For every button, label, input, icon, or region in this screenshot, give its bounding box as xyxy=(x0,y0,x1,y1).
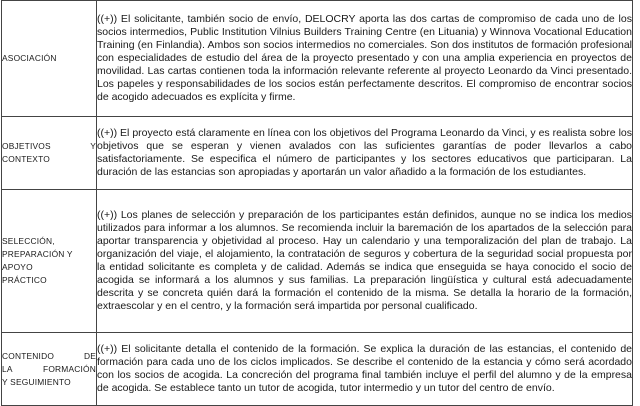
row-label-line: PRÁCTICO xyxy=(2,275,47,285)
row-label-line: PREPARACIÓN Y xyxy=(2,249,73,259)
table-row xyxy=(2,333,633,406)
table-row xyxy=(2,1,633,117)
row-label-seleccion xyxy=(2,190,97,333)
row-label-line: LA FORMACIÓN xyxy=(2,363,96,374)
row-content-seleccion: ((+)) Los planes de selección y preparación de los participantes están definidos, aunque no se indica los medios utilizados para informar a los alumnos. Se recomienda incluir la baremación de los apartados de la selección para aportar transparencia y objetividad al proceso. Hay un calendario y una temporalización del plan de trabajo. La organización del viaje, el alojamiento, la contratación de seguros y cobertura de la seguridad social propuesta por la entidad solicitante es completa y de calidad. Además se indica que enseguida se haya conocido el socio de acogida se informará a los alumnos y sus familias. La preparación lingüística y cultural está adecuadamente descrita y se concreta quién dará la formación el contenido de la misma. Se detalla la horario de la formación, extraescolar y en el centro, y la formación será impartida por personal cualificado. xyxy=(97,190,633,333)
row-label-line: Y SEGUIMIENTO xyxy=(2,376,71,387)
evaluation-table xyxy=(1,0,633,406)
row-content-contenido: ((+)) El solicitante detalla el contenido de la formación. Se explica la duración de las estancias, el contenido de formación para cada uno de los ciclos implicados. Se describe el contenido de la estancia y cómo será acordado con los socios de acogida. La concreción del programa final también incluye el perfil del alumno y de la empresa de acogida. Se establece tanto un tutor de acogida, tutor intermedio y un tutor del centro de envío. xyxy=(97,333,633,406)
row-label-objetivos xyxy=(2,117,97,190)
row-label-line: APOYO xyxy=(2,262,33,272)
table-row xyxy=(2,190,633,333)
row-content-objetivos: ((+)) El proyecto está claramente en línea con los objetivos del Programa Leonardo da Vinci, y es realista sobre los objetivos que se esperan y vienen avalados con las suficientes garantías de poder llevarlos a cabo satisfactoriamente. Se especifica el número de participantes y los sectores educativos que participaran. La duración de las estancias son apropiadas y aportarán un valor añadido a la formación de los estudiantes. xyxy=(97,117,633,190)
row-label-line: CONTEXTO xyxy=(2,154,50,164)
row-content-asociacion: ((+)) El solicitante, también socio de envío, DELOCRY aporta las dos cartas de compromiso de cada uno de los socios intermedios, Public Institution Vilnius Builders Training Centre (en Lituania) y Winnova Vocational Education Training (en Finlandia). Ambos son socios intermedios no comerciales. Son dos institutos de formación profesional con especialidades de estudio del área de la proyecto presentado y con una amplia experiencia en proyectos de movilidad. Las cartas contienen toda la información relevante referente al proyecto Leonardo da Vinci presentado. Los papeles y responsabilidades de los socios están perfectamente descritos. El compromiso de encontrar socios de acogido adecuados es explícita y firme. xyxy=(97,1,633,117)
row-label-line: OBJETIVOS Y xyxy=(2,141,96,151)
row-label-line: SELECCIÓN, xyxy=(2,236,55,246)
row-label-line: CONTENIDO DE xyxy=(2,350,96,361)
row-label-contenido xyxy=(2,333,97,406)
table-row xyxy=(2,117,633,190)
row-label-line: ASOCIACIÓN xyxy=(2,53,57,63)
row-label-asociacion xyxy=(2,1,97,117)
